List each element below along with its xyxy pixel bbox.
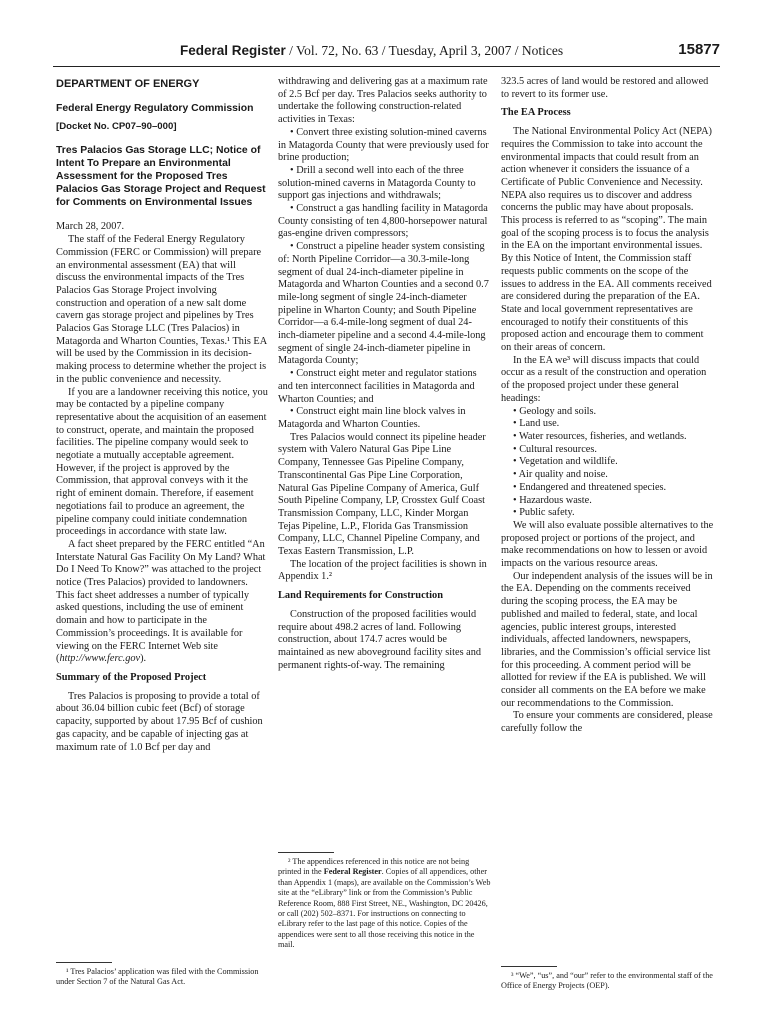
list-item: • Cultural resources.	[501, 444, 714, 457]
footnote-1: ¹ Tres Palacios’ application was filed with the Commission under Section 7 of the Natural Gas Act.	[56, 962, 268, 988]
list-item: • Construct a gas handling facility in Matagorda County consisting of ten 4,800-horsepower natural gas-engine driven compressors;	[278, 203, 492, 241]
paragraph: withdrawing and delivering gas at a maximum rate of 2.5 Bcf per day. Tres Palacios seeks authority to undertake the following construction-related activities in Texas:	[278, 76, 488, 126]
notice-date: March 28, 2007.	[56, 221, 125, 233]
paragraph: Construction of the proposed facilities would require about 498.2 acres of land. Following construction, about 174.7 acres would be maintained as new aboveground facility sites and permanent rights-of-way. The remaining	[278, 608, 482, 671]
list-item: • Construct eight meter and regulator stations and ten interconnect facilities in Matagorda and Wharton Counties; and	[278, 368, 492, 406]
column-1	[56, 76, 268, 754]
list-item: • Convert three existing solution-mined caverns in Matagorda County that were previously used for brine production;	[278, 127, 492, 165]
paragraph: We will also evaluate possible alternatives to the proposed project or portions of the project, and make recommendations on how to lessen or avoid impacts on the various resource areas.	[501, 519, 714, 570]
paragraph: The location of the project facilities is shown in Appendix 1.²	[278, 558, 487, 583]
notice-title: Tres Palacios Gas Storage LLC; Notice of Intent To Prepare an Environmental Assessment for the Proposed Tres Palacios Gas Storage Project and Request for Comments on Environmental Issues	[56, 145, 266, 208]
page-number: 15877	[678, 41, 720, 58]
paragraph: Our independent analysis of the issues will be in the EA. Depending on the comments received during the scoping process, the EA may be published and mailed to federal, state, and local agencies, public interest groups, interested individuals, affected landowners, newspapers, libraries, and the Commission’s official service list for this proceeding. A comment period will be allotted for review if the EA is published. We will consider all comments on the EA before we make our recommendations to the Commission.	[501, 570, 713, 709]
list-item: • Construct a pipeline header system consisting of: North Pipeline Corridor—a 30.3-mile-long segment of dual 24-inch-diameter pipeline in Matagorda and Wharton Counties and a second 0.7 mile-long segment of single 24-inch-diameter pipeline in Wharton County; and South Pipeline Corridor—a 6.4-mile-long segment of dual 24-inch-diameter pipeline and a second 4.4-mile-long segment of single 24-inch-diameter pipeline in Matagorda County;	[278, 241, 492, 368]
paragraph: The staff of the Federal Energy Regulatory Commission (FERC or Commission) will prepare an environmental assessment (EA) that will discuss the environmental impacts of the Tres Palacios Gas Storage Project involving construction and operation of a new salt dome cavern gas storage project and pipelines by Tres Palacios Gas Storage LLC (Tres Palacios) in Matagorda and Wharton Counties, Texas.¹ This EA will be used by the Commission in its decision-making process to determine whether the project is in the public convenience and necessity.	[56, 234, 267, 385]
ferc-url-link[interactable]: http://www.ferc.gov	[59, 653, 141, 665]
page-header	[53, 36, 720, 67]
publication-name: Federal Register	[180, 43, 286, 58]
footnote-3: ³ “We”, “us”, and “our” refer to the environmental staff of the Office of Energy Projects (OEP).	[501, 966, 714, 992]
column-2	[278, 76, 492, 672]
list-item: • Construct eight main line block valves in Matagorda and Wharton Counties.	[278, 406, 492, 431]
list-item: • Land use.	[501, 418, 714, 431]
subagency-heading: Federal Energy Regulatory Commission	[56, 102, 254, 114]
list-item: • Vegetation and wildlife.	[501, 456, 714, 469]
column-3	[501, 76, 714, 736]
agency-heading: DEPARTMENT OF ENERGY	[56, 78, 200, 90]
section-heading-ea: The EA Process	[501, 107, 571, 119]
paragraph: If you are a landowner receiving this notice, you may be contacted by a pipeline company representative about the acquisition of an easement to construct, operate, and maintain the proposed facilities. The pipeline company would seek to negotiate a mutually acceptable agreement. However, if the project is approved by the Commission, that approval conveys with it the right of eminent domain. Therefore, if easement negotiations fail to produce an agreement, the pipeline company could initiate condemnation proceedings in accordance with state law.	[56, 386, 268, 538]
docket-number: [Docket No. CP07–90–000]	[56, 120, 177, 132]
list-item: • Hazardous waste.	[501, 495, 714, 508]
running-head	[180, 43, 563, 59]
list-item: • Endangered and threatened species.	[501, 482, 714, 495]
paragraph: Tres Palacios would connect its pipeline header system with Valero Natural Gas Pipe Line Company, Tennessee Gas Pipeline Company, Transcontinental Gas Pipe Line Corporation, Natural Gas Pipeline Company of America, Gulf South Pipeline Company, LP, Crosstex Gulf Coast Transmission Company, LLC, Kinder Morgan Tejas Pipeline, L.P., Florida Gas Transmission Company, LLC, Channel Pipeline Company, and Texas Eastern Transmission, L.P.	[278, 431, 486, 558]
section-heading-summary: Summary of the Proposed Project	[56, 672, 207, 683]
list-item: • Public safety.	[501, 507, 714, 520]
footnote-2: ² The appendices referenced in this notice are not being printed in the Federal Register. Copies of all appendices, other than Appendix 1 (maps), are available on the Commission’s Web site at the “eLibrary” link or from the Commission’s Public Reference Room, 888 First Street, NE., Washington, DC 20426, or call (202) 502–8371. For instructions on connecting to eLibrary refer to the last page of this notice. Copies of the appendices were sent to all those receiving this notice in the mail.	[278, 852, 492, 951]
paragraph: In the EA we³ will discuss impacts that could occur as a result of the construction and operation of the proposed project under these general headings:	[501, 354, 707, 404]
paragraph: To ensure your comments are considered, please carefully follow the	[501, 710, 713, 735]
list-item: • Water resources, fisheries, and wetlands.	[501, 431, 714, 444]
issue-info: / Vol. 72, No. 63 / Tuesday, April 3, 2007 / Notices	[285, 43, 564, 58]
paragraph: 323.5 acres of land would be restored and allowed to revert to its former use.	[501, 76, 709, 100]
list-item: • Geology and soils.	[501, 406, 714, 419]
paragraph: Tres Palacios is proposing to provide a total of about 36.04 billion cubic feet (Bcf) of storage capacity, supported by about 17.95 Bcf of cushion gas capacity, and be capable of injecting gas at maximum rate of 1.0 Bcf per day and	[56, 690, 263, 753]
list-item: • Air quality and noise.	[501, 469, 714, 482]
paragraph: The National Environmental Policy Act (NEPA) requires the Commission to take into account the environmental impacts that could result from an action whenever it considers the issuance of a Certificate of Public Convenience and Necessity. NEPA also requires us to discover and address concerns the public may have about proposals. This process is referred to as “scoping”. The main goal of the scoping process is to focus the analysis in the EA on the important environmental issues. By this Notice of Intent, the Commission staff requests public comments on the scope of the issues to address in the EA. All comments received are considered during the preparation of the EA. State and local government representatives are encouraged to notify their constituents of this proposed action and encourage them to comment on their areas of concern.	[501, 126, 712, 354]
section-heading-land: Land Requirements for Construction	[278, 590, 444, 602]
paragraph: A fact sheet prepared by the FERC entitled “An Interstate Natural Gas Facility On My Land? What Do I Need To Know?” was attached to the project notice (Tres Palacios) provided to landowners. This fact sheet addresses a number of typically asked questions, including the use of eminent domain and how to participate in the Commission’s proceedings. It is available for viewing on the FERC Internet Web site (http://www.ferc.gov).	[56, 538, 266, 665]
list-item: • Drill a second well into each of the three solution-mined caverns in Matagorda County to support gas injections and withdrawals;	[278, 165, 492, 203]
